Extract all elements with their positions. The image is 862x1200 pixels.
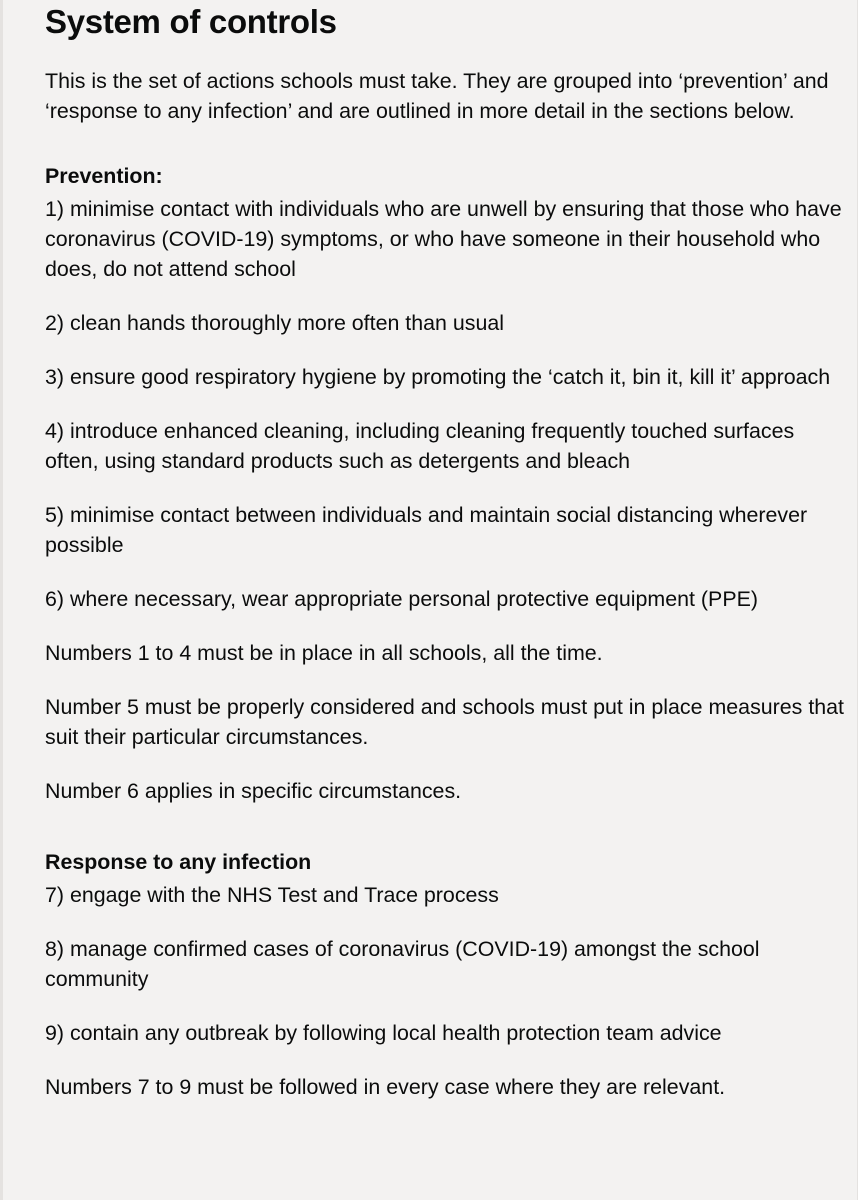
page-title: System of controls [45,3,337,40]
prevention-item-1: 1) minimise contact with individuals who are unwell by ensuring that those who have coronavirus (COVID-19) symptoms, or who have someone in their household who does, do not attend school [45,197,842,281]
response-note: Numbers 7 to 9 must be followed in every case where they are relevant. [45,1075,726,1099]
prevention-item-5: 5) minimise contact between individuals and maintain social distancing wherever possible [45,503,808,557]
article-body [45,0,845,1102]
response-item-9: 9) contain any outbreak by following local health protection team advice [45,1021,722,1045]
prevention-item-2: 2) clean hands thoroughly more often than usual [45,311,505,335]
response-item-8: 8) manage confirmed cases of coronavirus (COVID-19) amongst the school community [45,937,760,991]
prevention-item-6: 6) where necessary, wear appropriate personal protective equipment (PPE) [45,587,758,611]
prevention-item-3: 3) ensure good respiratory hygiene by promoting the ‘catch it, bin it, kill it’ approach [45,365,831,389]
prevention-note-1: Numbers 1 to 4 must be in place in all schools, all the time. [45,641,603,665]
intro-paragraph: This is the set of actions schools must take. They are grouped into ‘prevention’ and ‘response to any infection’ and are outlined in more detail in the sections below. [45,69,829,123]
prevention-item-4: 4) introduce enhanced cleaning, including cleaning frequently touched surfaces often, using standard products such as detergents and bleach [45,419,795,473]
response-heading: Response to any infection [45,850,312,874]
prevention-note-2: Number 5 must be properly considered and schools must put in place measures that suit their particular circumstances. [45,695,844,749]
prevention-heading: Prevention: [45,164,163,188]
response-item-7: 7) engage with the NHS Test and Trace process [45,883,499,907]
prevention-note-3: Number 6 applies in specific circumstances. [45,779,462,803]
